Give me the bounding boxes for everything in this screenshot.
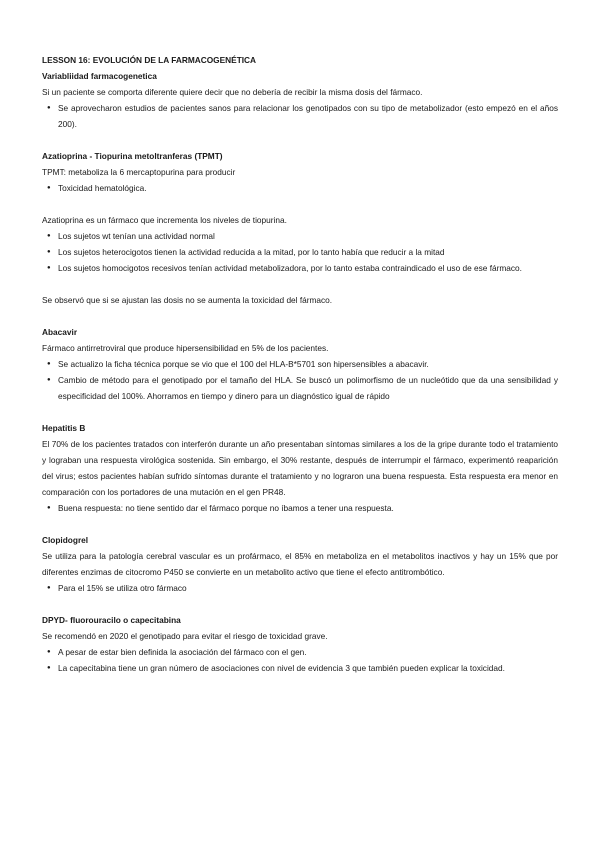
list-item: ● Se aprovecharon estudios de pacientes sanos para relacionar los genotipados con su tipo de metabolizador (esto empezó en el años 200). xyxy=(42,100,558,132)
bullet-list xyxy=(42,500,558,516)
section-heading: Abacavir xyxy=(42,327,78,337)
paragraph: El 70% de los pacientes tratados con interferón durante un año presentaban síntomas similares a los de la gripe durante todo el tratamiento y lograban una respuesta virológica sostenida. Sin embargo, el 30% restante, después de interrumpir el fármaco, experimentó reaparición del virus; estos pacientes habían sufrido síntomas durante el tratamiento y no lograron una buena respuesta. Esta respuesta era menor en comparación con los portadores de una mutación en el gen PR48. xyxy=(42,439,558,497)
bullet-list xyxy=(42,644,558,676)
list-item: ● Para el 15% se utiliza otro fármaco xyxy=(42,580,558,596)
list-item: ● Buena respuesta: no tiene sentido dar el fármaco porque no íbamos a tener una respuesta. xyxy=(42,500,558,516)
paragraph: Azatioprina es un fármaco que incrementa los niveles de tiopurina. xyxy=(42,215,287,225)
list-item: ● Se actualizo la ficha técnica porque se vio que el 100 del HLA-B*5701 son hipersensibles a abacavir. xyxy=(42,356,558,372)
bullet-list xyxy=(42,356,558,404)
bullet-list xyxy=(42,100,558,132)
section-variabilidad xyxy=(42,68,558,132)
list-item: ● La capecitabina tiene un gran número de asociaciones con nivel de evidencia 3 que también pueden explicar la toxicidad. xyxy=(42,660,558,676)
section-azatioprina xyxy=(42,148,558,308)
section-heading: Hepatitis B xyxy=(42,423,86,433)
list-item: ● Los sujetos wt tenían una actividad normal xyxy=(42,228,558,244)
paragraph: Fármaco antirretroviral que produce hipersensibilidad en 5% de los pacientes. xyxy=(42,343,329,353)
section-dpyd xyxy=(42,612,558,676)
document-page xyxy=(42,52,558,676)
section-hepatitis-b xyxy=(42,420,558,516)
paragraph: Si un paciente se comporta diferente quiere decir que no debería de recibir la misma dosis del fármaco. xyxy=(42,87,423,97)
list-item: ● Los sujetos heterocigotos tienen la actividad reducida a la mitad, por lo tanto había que reducir a la mitad xyxy=(42,244,558,260)
paragraph: Se recomendó en 2020 el genotipado para evitar el riesgo de toxicidad grave. xyxy=(42,631,328,641)
list-item: ● Toxicidad hematológica. xyxy=(42,180,558,196)
section-heading: Azatioprina - Tiopurina metoltranferas (TPMT) xyxy=(42,151,223,161)
list-item: ● Los sujetos homocigotos recesivos tenían actividad metabolizadora, por lo tanto estaba contraindicado el uso de ese fármaco. xyxy=(42,260,558,276)
bullet-list xyxy=(42,228,558,276)
lesson-title: LESSON 16: EVOLUCIÓN DE LA FARMACOGENÉTICA xyxy=(42,55,257,65)
paragraph: Se observó que si se ajustan las dosis no se aumenta la toxicidad del fármaco. xyxy=(42,295,333,305)
bullet-list xyxy=(42,180,558,196)
list-item: ● Cambio de método para el genotipado por el tamaño del HLA. Se buscó un polimorfismo de un nucleótido que da una sensibilidad y especificidad del 100%. Ahorramos en tiempo y dinero para un diagnóstico igual de rápido xyxy=(42,372,558,404)
section-heading: Clopidogrel xyxy=(42,535,89,545)
bullet-list xyxy=(42,580,558,596)
paragraph: Se utiliza para la patología cerebral vascular es un profármaco, el 85% en metaboliza en el metabolitos inactivos y hay un 15% que por diferentes enzimas de citocromo P450 se convierte en un metabolito activo que tiene el efecto antitrombótico. xyxy=(42,551,558,577)
paragraph: TPMT: metaboliza la 6 mercaptopurina para producir xyxy=(42,167,236,177)
section-heading: DPYD- fluorouracilo o capecitabina xyxy=(42,615,181,625)
section-clopidogrel xyxy=(42,532,558,596)
section-abacavir xyxy=(42,324,558,404)
section-heading: Variabliidad farmacogenetica xyxy=(42,71,157,81)
list-item: ● A pesar de estar bien definida la asociación del fármaco con el gen. xyxy=(42,644,558,660)
